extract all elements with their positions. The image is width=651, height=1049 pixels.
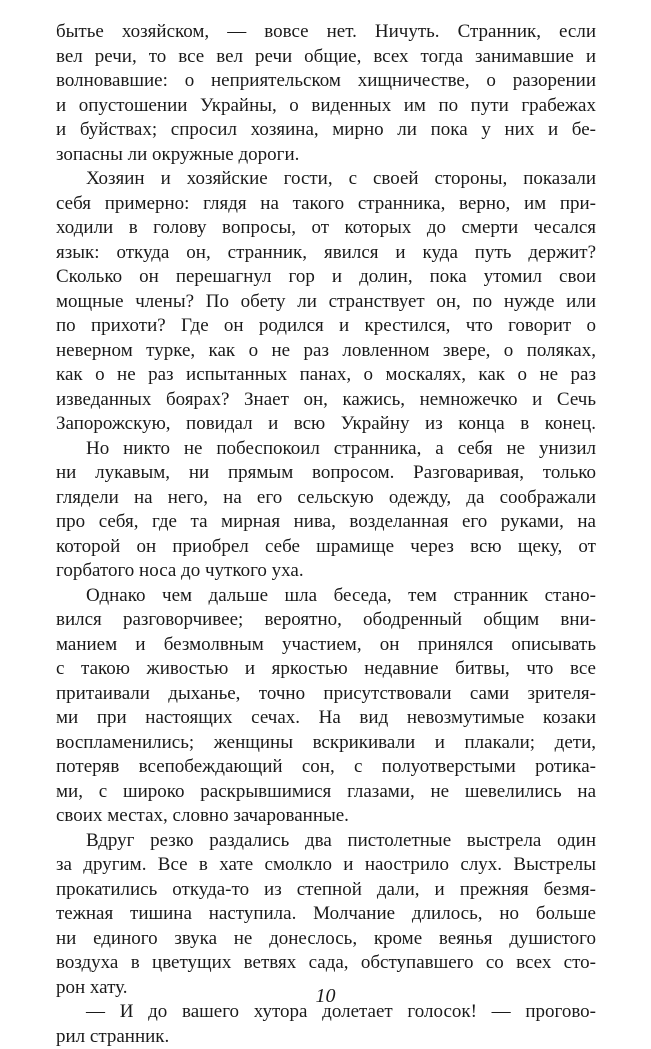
text-line: ни лукавым, ни прямым вопросом. Разговаривая, только bbox=[56, 461, 596, 486]
paragraph bbox=[56, 584, 596, 829]
text-line: вился разговорчивее; вероятно, ободренный общим вни- bbox=[56, 608, 596, 633]
text-line: и опустошении Украйны, о виденных им по пути грабежах bbox=[56, 94, 596, 119]
paragraph bbox=[56, 20, 596, 167]
text-line: своих местах, словно зачарованные. bbox=[56, 804, 596, 829]
paragraph bbox=[56, 437, 596, 584]
text-line: и буйствах; спросил хозяина, мирно ли пока у них и бе- bbox=[56, 118, 596, 143]
text-line: ходили в голову вопросы, от которых до смерти чесался bbox=[56, 216, 596, 241]
text-line: изведанных боярах? Знает он, кажись, немножечко и Сечь bbox=[56, 388, 596, 413]
text-line: рон хату. bbox=[56, 976, 596, 1001]
text-line: воспламенились; женщины вскрикивали и плакали; дети, bbox=[56, 731, 596, 756]
text-line: про себя, где та мирная нива, возделанная его руками, на bbox=[56, 510, 596, 535]
text-line: бытье хозяйском, — вовсе нет. Ничуть. Странник, если bbox=[56, 20, 596, 45]
text-line: за другим. Все в хате смолкло и наострило слух. Выстрелы bbox=[56, 853, 596, 878]
text-line: язык: откуда он, странник, явился и куда путь держит? bbox=[56, 241, 596, 266]
text-line: Но никто не побеспокоил странника, а себя не унизил bbox=[56, 437, 596, 462]
text-line: вел речи, то все вел речи общие, всех тогда занимавшие и bbox=[56, 45, 596, 70]
page-text bbox=[56, 20, 596, 1049]
text-line: зопасны ли окружные дороги. bbox=[56, 143, 596, 168]
text-line: ни единого звука не донеслось, кроме веянья душистого bbox=[56, 927, 596, 952]
text-line: — И до вашего хутора долетает голосок! — прогово- bbox=[56, 1000, 596, 1025]
text-line: потеряв всепобеждающий сон, с полуотверстыми ротика- bbox=[56, 755, 596, 780]
text-line: Сколько он перешагнул гор и долин, пока утомил свои bbox=[56, 265, 596, 290]
text-line: прокатились откуда-то из степной дали, и прежняя безмя- bbox=[56, 878, 596, 903]
paragraph bbox=[56, 829, 596, 1001]
text-line: Хозяин и хозяйские гости, с своей стороны, показали bbox=[56, 167, 596, 192]
text-line: тежная тишина наступила. Молчание длилось, но больше bbox=[56, 902, 596, 927]
paragraph bbox=[56, 167, 596, 437]
text-line: с такою живостью и яркостью недавние битвы, что все bbox=[56, 657, 596, 682]
text-line: притаивали дыханье, точно присутствовали сами зрителя- bbox=[56, 682, 596, 707]
text-line: ми при настоящих сечах. На вид невозмутимые козаки bbox=[56, 706, 596, 731]
text-line: волновавшие: о неприятельском хищничестве, о разорении bbox=[56, 69, 596, 94]
text-line: Вдруг резко раздались два пистолетные выстрела один bbox=[56, 829, 596, 854]
text-line: горбатого носа до чуткого уха. bbox=[56, 559, 596, 584]
text-line: ми, с широко раскрывшимися глазами, не шевелились на bbox=[56, 780, 596, 805]
text-line: воздуха в цветущих ветвях сада, обступавшего со всех сто- bbox=[56, 951, 596, 976]
text-line: себя примерно: глядя на такого странника, верно, им при- bbox=[56, 192, 596, 217]
text-line: которой он приобрел себе шрамище через всю щеку, от bbox=[56, 535, 596, 560]
text-line: по прихоти? Где он родился и крестился, что говорит о bbox=[56, 314, 596, 339]
text-line: манием и безмолвным участием, он принялся описывать bbox=[56, 633, 596, 658]
text-line: Однако чем дальше шла беседа, тем странник стано- bbox=[56, 584, 596, 609]
text-line: неверном турке, как о не раз ловленном звере, о поляках, bbox=[56, 339, 596, 364]
text-line: рил странник. bbox=[56, 1025, 596, 1049]
page-number: 10 bbox=[0, 985, 651, 1008]
text-line: как о не раз испытанных панах, о москалях, как о не раз bbox=[56, 363, 596, 388]
text-line: Запорожскую, повидал и всю Украйну из конца в конец. bbox=[56, 412, 596, 437]
text-line: глядели на него, на его сельскую одежду, да соображали bbox=[56, 486, 596, 511]
text-line: мощные члены? По обету ли странствует он, по нужде или bbox=[56, 290, 596, 315]
